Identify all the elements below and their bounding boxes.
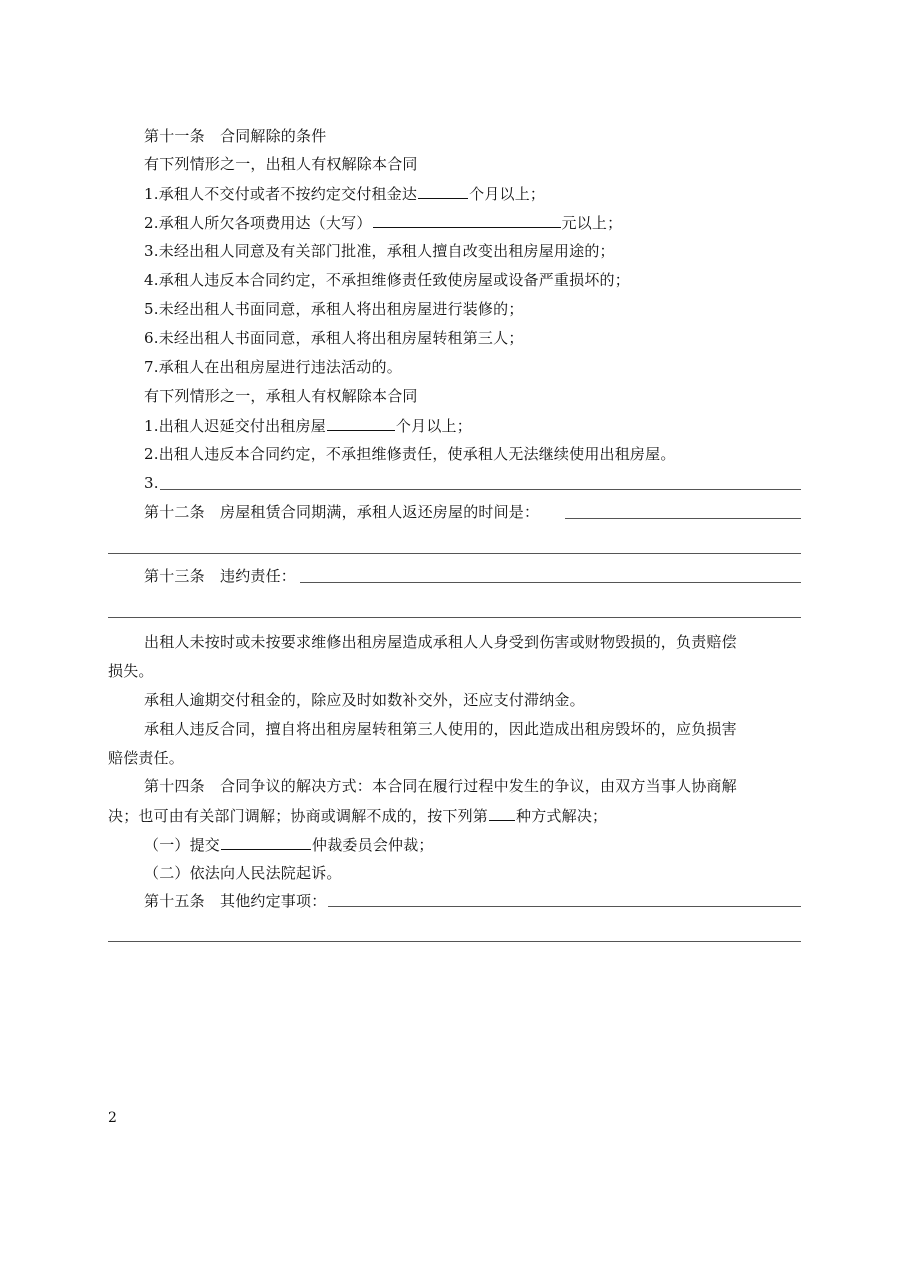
landlord-termination-intro: 有下列情形之一，出租人有权解除本合同: [144, 155, 418, 173]
article-11-heading: 第十一条 合同解除的条件: [144, 127, 327, 145]
blank-field-delay-months[interactable]: [327, 415, 395, 431]
clause-text: 个月以上；: [469, 185, 546, 203]
article-14-line-1: 第十四条 合同争议的解决方式：本合同在履行过程中发生的争议，由双方当事人协商解: [144, 777, 737, 795]
blank-line-tenant-clause-3[interactable]: [160, 489, 801, 490]
blank-line-other-terms[interactable]: [328, 906, 801, 907]
clause-text: 1.出租人迟延交付出租房屋: [144, 417, 326, 435]
article-13-heading: 第十三条 违约责任：: [144, 567, 297, 585]
tenant-clause-2: 2.出租人违反本合同约定，不承担维修责任，使承租人无法继续使用出租房屋。: [144, 445, 676, 463]
blank-field-amount[interactable]: [373, 212, 561, 228]
landlord-clause-4: 4.承租人违反本合同约定，不承担维修责任致使房屋或设备严重损坏的；: [144, 271, 630, 289]
clause-text: 种方式解决；: [516, 807, 608, 825]
landlord-clause-6: 6.未经出租人书面同意，承租人将出租房屋转租第三人；: [144, 329, 524, 347]
dispute-option-1: [144, 834, 434, 855]
liability-paragraph-3-cont: 赔偿责任。: [108, 749, 185, 767]
tenant-termination-intro: 有下列情形之一，承租人有权解除本合同: [144, 387, 418, 405]
clause-text: 2.承租人所欠各项费用达（大写）: [144, 214, 372, 232]
blank-field-arbitration[interactable]: [221, 834, 311, 850]
blank-line-return-date-cont[interactable]: [108, 553, 801, 554]
clause-text: 个月以上；: [395, 417, 472, 435]
liability-paragraph-2: 承租人逾期交付租金的，除应及时如数补交外，还应支付滞纳金。: [144, 691, 585, 709]
clause-text: 决；也可由有关部门调解；协商或调解不成的，按下列第: [108, 807, 489, 825]
tenant-clause-3: [144, 473, 159, 493]
landlord-clause-2: [144, 212, 622, 233]
landlord-clause-7: 7.承租人在出租房屋进行违法活动的。: [144, 358, 402, 376]
tenant-clause-1: [144, 415, 472, 436]
landlord-clause-5: 5.未经出租人书面同意，承租人将出租房屋进行装修的；: [144, 300, 524, 318]
blank-line-return-date[interactable]: [565, 518, 801, 519]
blank-line-liability-cont[interactable]: [108, 617, 801, 618]
clause-text: 仲裁委员会仲裁；: [312, 836, 434, 854]
clause-text: 3.: [144, 474, 159, 492]
dispute-option-2: （二）依法向人民法院起诉。: [144, 864, 342, 882]
article-14-line-2: [108, 805, 607, 826]
landlord-clause-3: 3.未经出租人同意及有关部门批准，承租人擅自改变出租房屋用途的；: [144, 242, 615, 260]
clause-text: 元以上；: [561, 214, 623, 232]
article-15: 第十五条 其他约定事项：: [144, 892, 327, 910]
article-12: 第十二条 房屋租赁合同期满，承租人返还房屋的时间是：: [144, 503, 540, 521]
clause-text: （一）提交: [144, 836, 221, 854]
clause-text: 1.承租人不交付或者不按约定交付租金达: [144, 185, 418, 203]
landlord-clause-1: [144, 183, 545, 204]
page-number: 2: [108, 1110, 117, 1126]
liability-paragraph-1: 出租人未按时或未按要求维修出租房屋造成承租人人身受到伤害或财物毁损的，负责赔偿: [144, 633, 737, 651]
blank-line-other-terms-cont[interactable]: [108, 941, 801, 942]
liability-paragraph-1-cont: 损失。: [108, 662, 154, 680]
liability-paragraph-3: 承租人违反合同，擅自将出租房屋转租第三人使用的，因此造成出租房毁坏的，应负损害: [144, 720, 737, 738]
blank-field-method[interactable]: [489, 805, 515, 821]
blank-field-months[interactable]: [418, 183, 468, 199]
blank-line-liability[interactable]: [300, 582, 801, 583]
